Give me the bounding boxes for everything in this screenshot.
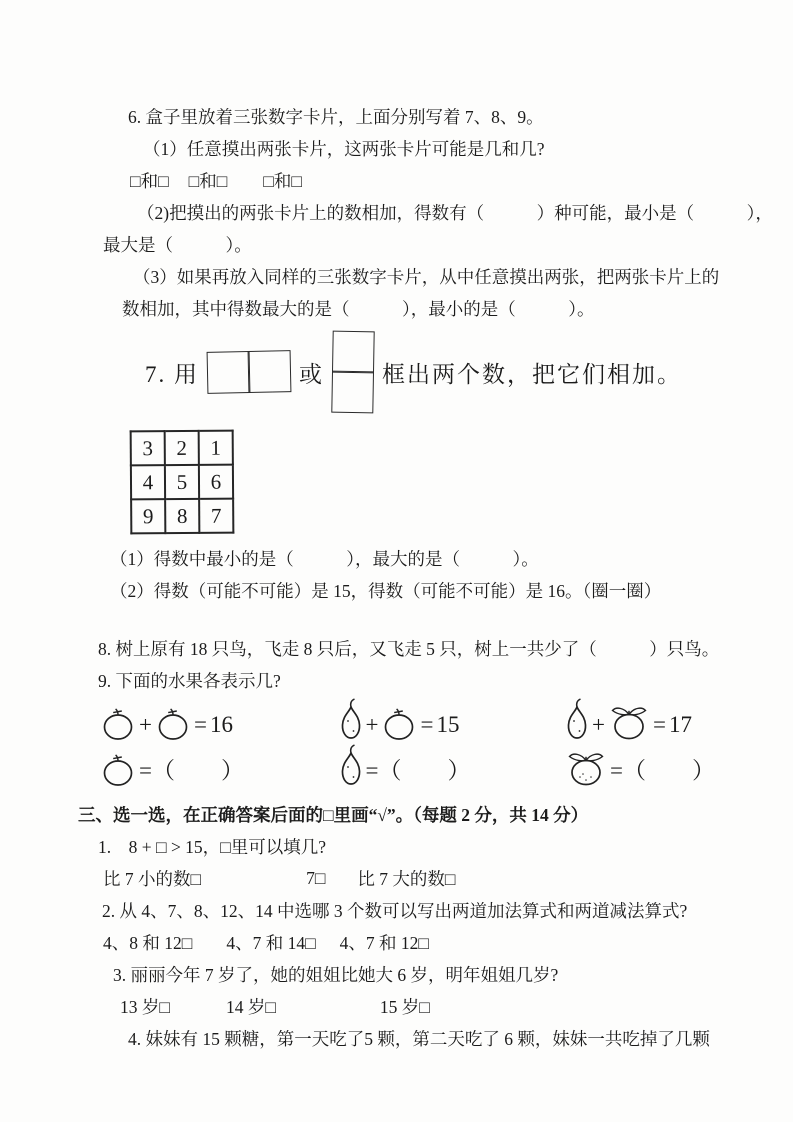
sec3-q2-options (103, 926, 757, 958)
choice-option: 7□ (306, 867, 326, 888)
fruit-solve-row (100, 750, 244, 786)
q7-or: 或 (299, 361, 324, 387)
choice-option: 4、7 和 14□ (226, 932, 316, 953)
q6-part2-line2: 最大是（ ）。 (103, 234, 252, 255)
sec3-q3-options (120, 990, 757, 1022)
answer-box-pair: □和□ (188, 170, 228, 191)
vertical-frame-box-icon (331, 331, 374, 414)
fruit-sum-row (100, 704, 244, 740)
apple-icon (100, 708, 136, 740)
answer-blank: =（ ） (365, 758, 471, 783)
apple-icon (381, 708, 417, 740)
fruit-equations (100, 704, 715, 792)
grid-cell: 3 (131, 431, 165, 465)
plus-sign: + (139, 712, 152, 737)
answer-box-pair: □和□ (263, 170, 302, 191)
grid-cell: 8 (165, 499, 199, 533)
q7-sub2: （2）得数（可能不可能）是 15，得数（可能不可能）是 16。（圈一圈） (110, 580, 662, 601)
sec3-q3-text: 3. 丽丽今年 7 岁了，她的姐姐比她大 6 岁，明年姐姐几岁? (113, 964, 559, 985)
answer-blank: =（ ） (610, 758, 715, 783)
section3-heading: 三、选一选，在正确答案后面的□里画“√”。（每题 2 分，共 14 分） (78, 804, 589, 825)
q9-title: 9. 下面的水果各表示几? (98, 670, 281, 691)
fruit-equation-pear-apple (339, 704, 471, 792)
q7-instruction (145, 326, 757, 418)
grid-cell: 6 (199, 465, 233, 499)
choice-option: 15 岁□ (379, 996, 430, 1017)
sec3-q4-text: 4. 妹妹有 15 颗糖，第一天吃了5 颗，第二天吃了 6 颗，妹妹一共吃掉了几颗 (128, 1028, 710, 1049)
equals-sign: = (652, 712, 666, 737)
answer-box-pair: □和□ (130, 170, 169, 191)
sec3-q1-options (103, 862, 757, 894)
pear-icon (339, 698, 363, 740)
fruit-sum-value: 17 (668, 712, 692, 737)
q6-title: 6. 盒子里放着三张数字卡片，上面分别写着 7、8、9。 (128, 106, 544, 127)
grid-cell: 5 (165, 465, 199, 499)
choice-option: 4、7 和 12□ (339, 932, 429, 953)
pear-icon (339, 744, 363, 786)
choice-option: 比 7 小的数□ (103, 868, 202, 889)
fruit-equation-pear-orange (565, 704, 715, 792)
q7-prefix: 7. 用 (145, 361, 199, 387)
apple-icon (100, 754, 136, 786)
choice-option: 比 7 大的数□ (357, 868, 456, 889)
fruit-solve-row (339, 750, 471, 786)
sec3-q1-text: 1. 8 + □ > 15，□里可以填几? (98, 836, 327, 857)
choice-option: 13 岁□ (120, 996, 170, 1017)
q6-part1: （1）任意摸出两张卡片，这两张卡片可能是几和几? (143, 138, 545, 159)
fruit-sum-value: 16 (209, 712, 233, 737)
q6-answer-boxes (130, 164, 757, 196)
sec3-q2-text: 2. 从 4、7、8、12、14 中选哪 3 个数可以写出两道加法算式和两道减法算式? (102, 900, 688, 921)
fruit-equation-apple (100, 704, 244, 792)
fruit-solve-row (565, 750, 715, 786)
q6-part3-line2: 数相加，其中得数最大的是（ ），最小的是（ ）。 (122, 298, 595, 319)
fruit-sum-value: 15 (436, 712, 460, 737)
grid-cell: 1 (199, 431, 233, 465)
q8-text: 8. 树上原有 18 只鸟，飞走 8 只后，又飞走 5 只，树上一共少了（ ）只鸟。 (98, 638, 720, 659)
pear-icon (565, 698, 589, 740)
grid-cell: 7 (199, 499, 233, 533)
choice-option: 14 岁□ (225, 996, 276, 1017)
grid-cell: 4 (131, 465, 165, 499)
q6-part2-line1: （2)把摸出的两张卡片上的数相加，得数有（ ）种可能，最小是（ ）， (137, 202, 773, 223)
orange-icon (608, 704, 650, 740)
equals-sign: = (193, 712, 207, 737)
q7-suffix: 框出两个数，把它们相加。 (382, 361, 682, 387)
number-grid (130, 430, 235, 535)
orange-icon (565, 750, 607, 786)
grid-cell: 9 (131, 499, 165, 533)
grid-cell: 2 (165, 431, 199, 465)
plus-sign: + (592, 712, 605, 737)
fruit-sum-row (565, 704, 715, 740)
equals-sign: = (420, 712, 434, 737)
plus-sign: + (365, 712, 379, 737)
q6-part3-line1: （3）如果再放入同样的三张数字卡片，从中任意摸出两张，把两张卡片上的 (133, 266, 720, 287)
apple-icon (155, 708, 191, 740)
choice-option: 4、8 和 12□ (103, 932, 193, 953)
horizontal-frame-box-icon (207, 350, 292, 394)
answer-blank: =（ ） (139, 758, 244, 783)
q7-sub1: （1）得数中最小的是（ ），最大的是（ ）。 (110, 548, 539, 569)
fruit-sum-row (339, 704, 471, 740)
